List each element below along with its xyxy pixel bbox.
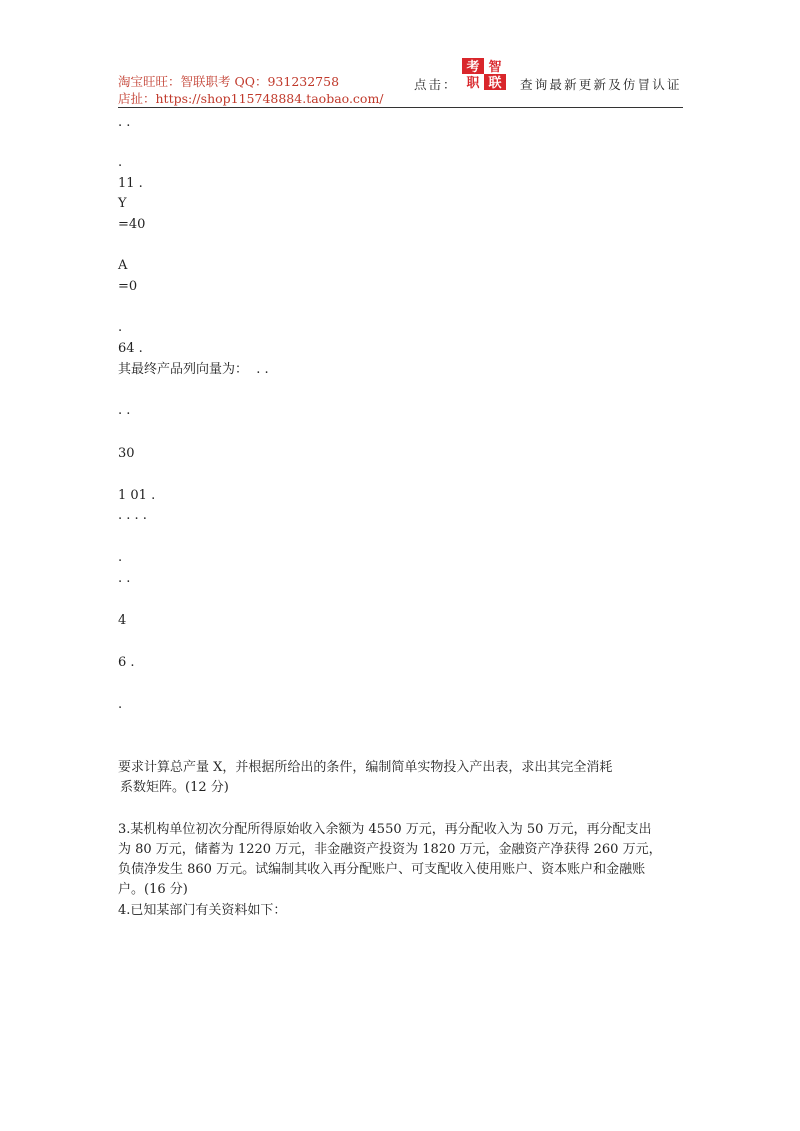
zhilian-logo-icon[interactable] — [462, 58, 506, 90]
logo-char-1: 考 — [466, 60, 480, 75]
text-line: . — [118, 697, 123, 712]
text-line: =40 — [118, 217, 146, 232]
paragraph-line: 负债净发生 860 万元。试编制其收入再分配账户、可支配收入使用账户、资本账户和金融账 — [118, 862, 646, 877]
text-line: 4 — [118, 613, 127, 628]
text-line: . — [118, 155, 123, 170]
text-line: 1 01 . — [118, 488, 156, 503]
logo-char-2: 智 — [488, 60, 502, 75]
paragraph-line: 要求计算总产量 X，并根据所给出的条件，编制简单实物投入产出表，求出其完全消耗 — [118, 760, 613, 775]
text-line: . . — [118, 403, 131, 418]
text-line: 11 . — [118, 176, 143, 191]
text-line: 6 . — [118, 655, 135, 670]
header-divider — [118, 107, 683, 108]
header-shop-link[interactable]: 店扯：https://shop115748884.taobao.com/ — [118, 91, 384, 106]
paragraph-line: 3.某机构单位初次分配所得原始收入余额为 4550 万元，再分配收入为 50 万元，再分配支出 — [118, 822, 652, 837]
text-line: . . . . — [118, 508, 147, 523]
text-line: Y — [118, 196, 127, 211]
header-contact-line: 淘宝旺旺：智联职考 QQ：931232758 — [118, 74, 340, 89]
logo-char-3: 职 — [466, 76, 480, 90]
requirement-paragraph — [118, 758, 688, 798]
question-4 — [118, 901, 688, 921]
text-line: . — [118, 550, 123, 565]
text-line: . . — [118, 115, 131, 130]
text-line: A — [118, 258, 128, 273]
text-line: 64 . — [118, 341, 143, 356]
logo-char-4: 联 — [488, 76, 502, 90]
header-contact — [118, 73, 384, 107]
paragraph-line: 4.已知某部门有关资料如下： — [118, 903, 287, 918]
text-line: . . — [118, 571, 131, 586]
text-line: . — [118, 320, 123, 335]
header-click-label: 点击： — [414, 77, 458, 92]
text-line: 其最终产品列向量为： . . — [118, 362, 269, 377]
paragraph-line: 为 80 万元，储蓄为 1220 万元，非金融资产投资为 1820 万元，金融资产净获得 260 万元， — [118, 842, 662, 857]
header-verify-text[interactable]: 查询最新更新及仿冒认证 — [520, 77, 682, 92]
question-3 — [118, 820, 688, 900]
paragraph-line: 户。(16 分) — [118, 882, 188, 897]
text-line: 30 — [118, 446, 135, 461]
text-line: =0 — [118, 279, 138, 294]
paragraph-line: 系数矩阵。(12 分) — [120, 780, 229, 795]
